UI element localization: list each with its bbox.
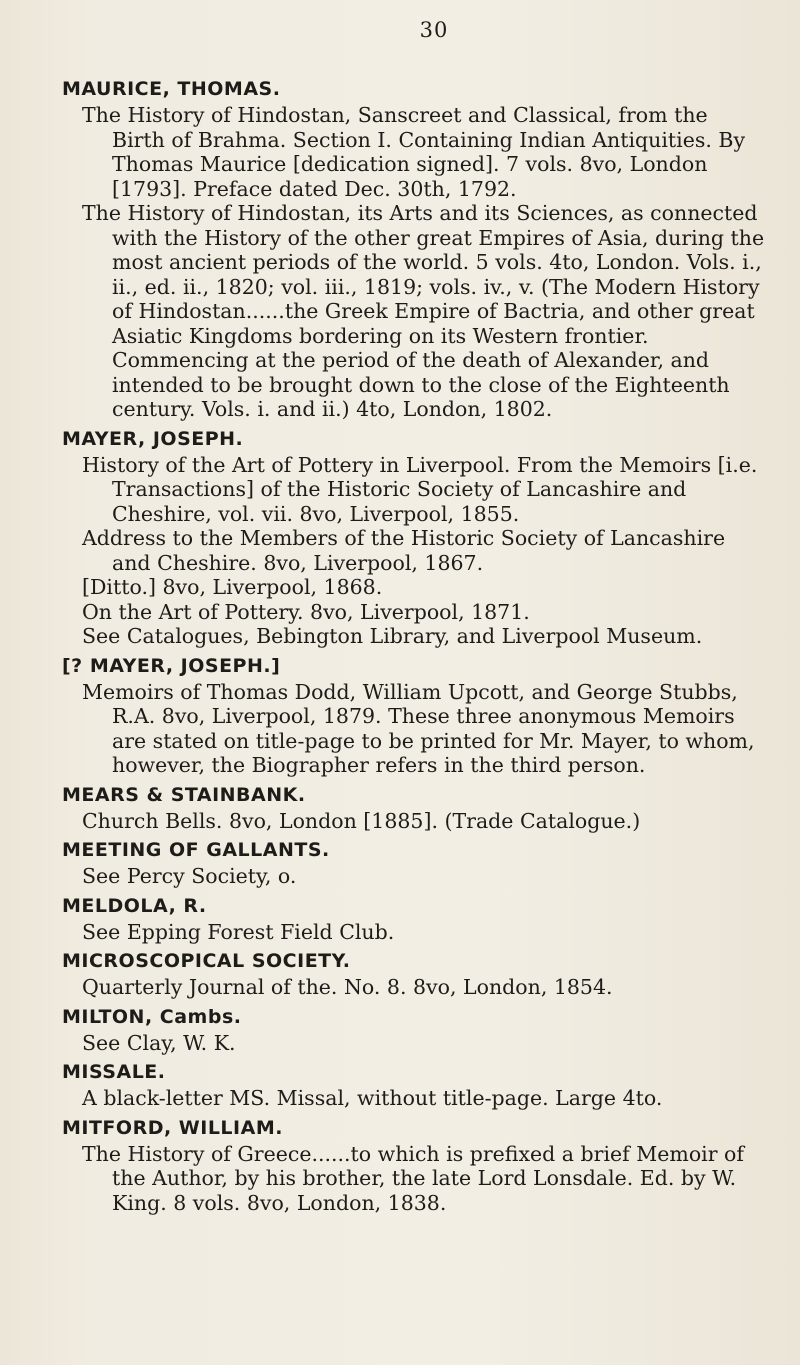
entry-heading: MITFORD, WILLIAM. [62, 1116, 283, 1139]
entry-missale [62, 1059, 766, 1111]
entry-mears-stainbank [62, 782, 766, 834]
entry-item: Address to the Members of the Historic Society of Lancashire and Cheshire. 8vo, Liverpool, 1867. [82, 526, 726, 575]
entry-meldola-r [62, 893, 766, 945]
entry-item: Quarterly Journal of the. No. 8. 8vo, London, 1854. [82, 975, 613, 999]
entry-item: Memoirs of Thomas Dodd, William Upcott, and George Stubbs, R.A. 8vo, Liverpool, 1879. These three anonymous Memoirs are stated on title-page to be printed for Mr. Mayer, to whom, however, the Biographer refers in the third person. [82, 679, 755, 777]
entry-heading: MILTON, Cambs. [62, 1005, 242, 1028]
entry-heading: MEETING OF GALLANTS. [62, 839, 330, 861]
entry-item: [Ditto.] 8vo, Liverpool, 1868. [82, 575, 383, 599]
entry-item: The History of Hindostan, its Arts and its Sciences, as connected with the History of the other great Empires of Asia, during the most ancient periods of the world. 5 vols. 4to, London. Vols. i., ii., ed. ii., 1820; vol. iii., 1819; vols. iv., v. (The Modern History of Hindostan......the Greek Empire of Bactria, and other great Asiatic Kingdoms bordering on its Western frontier. Commencing at the period of the death of Alexander, and intended to be brought down to the close of the Eighteenth century. Vols. i. and ii.) 4to, London, 1802. [82, 201, 765, 421]
entry-mitford-william [62, 1115, 766, 1216]
entry-item: The History of Greece......to which is prefixed a brief Memoir of the Author, by his brother, the late Lord Lonsdale. Ed. by W. King. 8 vols. 8vo, London, 1838. [82, 1141, 744, 1215]
entry-mayer-joseph-queried [62, 653, 766, 778]
entry-item: See Percy Society, o. [82, 864, 297, 888]
entry-heading: MAURICE, THOMAS. [62, 78, 281, 100]
entry-heading: MISSALE. [62, 1061, 166, 1083]
entry-heading: MELDOLA, R. [62, 894, 207, 917]
entry-mayer-joseph [62, 426, 766, 649]
entry-maurice-thomas [62, 76, 766, 422]
entry-heading: MICROSCOPICAL SOCIETY. [62, 950, 351, 972]
entry-item: The History of Hindostan, Sanscreet and Classical, from the Birth of Brahma. Section I. Containing Indian Antiquities. By Thomas Maurice [dedication signed]. 7 vols. 8vo, London [1793]. Preface dated Dec. 30th, 1792. [82, 103, 746, 201]
entry-item: A black-letter MS. Missal, without title-page. Large 4to. [82, 1086, 663, 1110]
entry-item: On the Art of Pottery. 8vo, Liverpool, 1871. [82, 599, 530, 624]
entry-item: Church Bells. 8vo, London [1885]. (Trade Catalogue.) [82, 808, 641, 833]
page-number: 30 [419, 18, 449, 42]
entry-microscopical-society [62, 948, 766, 1000]
entry-item: History of the Art of Pottery in Liverpool. From the Memoirs [i.e. Transactions] of the Historic Society of Lancashire and Cheshire, vol. vii. 8vo, Liverpool, 1855. [82, 452, 758, 526]
entry-item: See Catalogues, Bebington Library, and Liverpool Museum. [82, 624, 703, 648]
entry-heading: MAYER, JOSEPH. [62, 427, 244, 450]
entry-item: See Clay, W. K. [82, 1030, 236, 1055]
entry-meeting-of-gallants [62, 837, 766, 889]
entry-heading: [? MAYER, JOSEPH.] [62, 654, 281, 677]
entry-item: See Epping Forest Field Club. [82, 919, 395, 944]
entry-heading: MEARS & STAINBANK. [62, 783, 306, 806]
entry-milton-cambs [62, 1004, 766, 1056]
